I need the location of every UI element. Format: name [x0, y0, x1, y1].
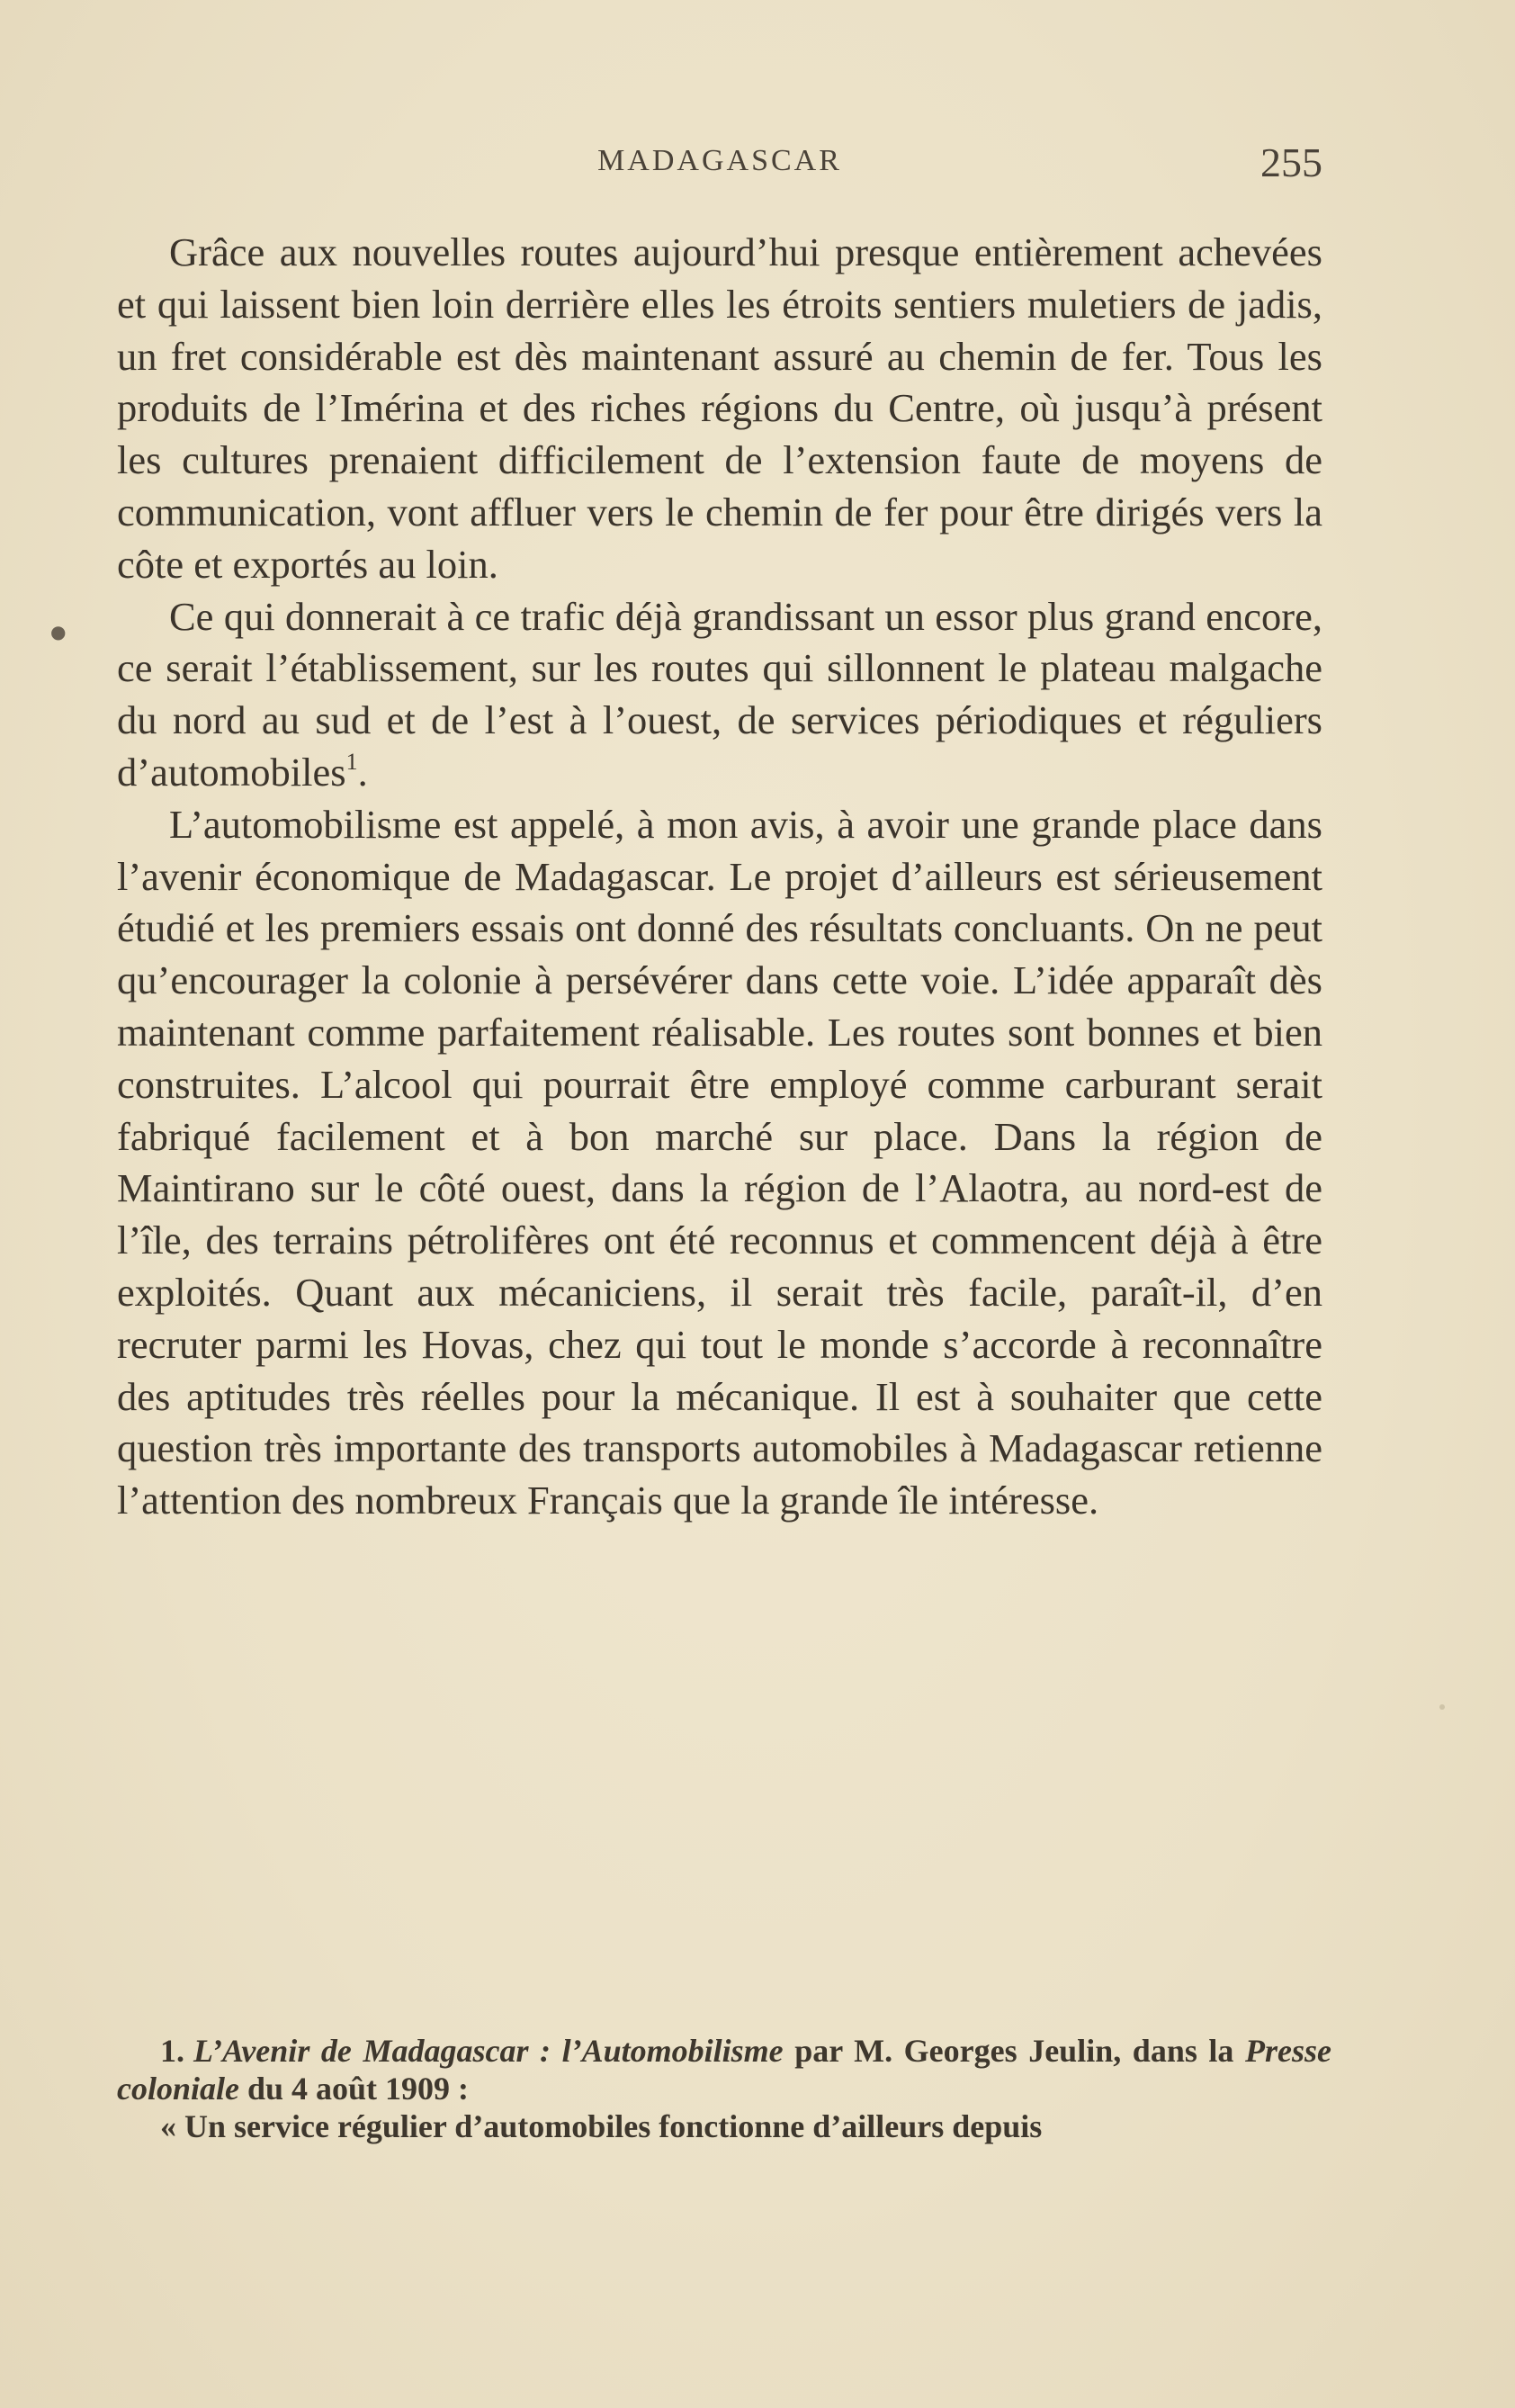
footnote-quote: « Un service régulier d’automobiles fonctionne d’ailleurs depuis: [160, 2108, 1043, 2144]
footnote-reference: 1: [345, 748, 358, 775]
footnote-date: du 4 août 1909 :: [247, 2071, 470, 2107]
margin-mark: ●: [50, 621, 67, 642]
footnote-journal: Presse coloniale: [117, 2033, 1331, 2107]
footnote-1: [117, 2032, 1331, 2107]
paragraph-3: L’automobilisme est appelé, à mon avis, à avoir une grande place dans l’avenir économique de Madagascar. Le projet d’ailleurs est sérieusement étudié et les premiers essais ont donné des résultats concluants. On ne peut qu’encourager la colonie à persévérer dans cette voie. L’idée apparaît dès maintenant comme parfaitement réalisable. Les routes sont bonnes et bien construites. L’alcool qui pourrait être employé comme carburant serait fabriqué facilement et à bon marché sur place. Dans la région de Maintirano sur le côté ouest, dans la région de l’Alaotra, au nord-est de l’île, des terrains pétrolifères ont été reconnus et commencent déjà à être exploités. Quant aux mécaniciens, il serait très facile, paraît-il, d’en recruter parmi les Hovas, chez qui tout le monde s’accorde à reconnaître des aptitudes très réelles pour la mécanique. Il est à souhaiter que cette question très importante des transports automobiles à Madagascar retienne l’attention des nombreux Français que la grande île intéresse.: [117, 801, 1322, 1523]
footnote-article-title: L’Avenir de Madagascar : l’Automobilisme: [193, 2033, 784, 2069]
page-number: 255: [1260, 139, 1322, 185]
paragraph-2-text: Ce qui donnerait à ce trafic déjà grandissant un essor plus grand encore, ce serait l’établissement, sur les routes qui sillonnent le plateau malgache du nord au sud et de l’est à l’ouest, de services périodiques et réguliers d’automobiles: [117, 593, 1322, 795]
paragraph-1: Grâce aux nouvelles routes aujourd’hui presque entièrement achevées et qui laissent bien loin derrière elles les étroits sentiers muletiers de jadis, un fret considérable est dès maintenant assuré au chemin de fer. Tous les produits de l’Imérina et des riches régions du Centre, où jusqu’à présent les cultures prenaient difficilement de l’extension faute de moyens de communication, vont affluer vers le chemin de fer pour être dirigés vers la côte et exportés au loin.: [117, 229, 1322, 587]
margin-dot: [1439, 1704, 1445, 1710]
page-header: [117, 139, 1322, 198]
running-title: MADAGASCAR: [597, 144, 842, 177]
body-text: [117, 227, 1322, 1527]
footnote-number: 1.: [160, 2033, 184, 2069]
paragraph-2: [117, 591, 1322, 799]
paragraph-2-end: .: [357, 749, 368, 795]
footnote-author: par M. Georges Jeulin, dans la: [794, 2033, 1234, 2069]
footnotes: [117, 2032, 1331, 2145]
